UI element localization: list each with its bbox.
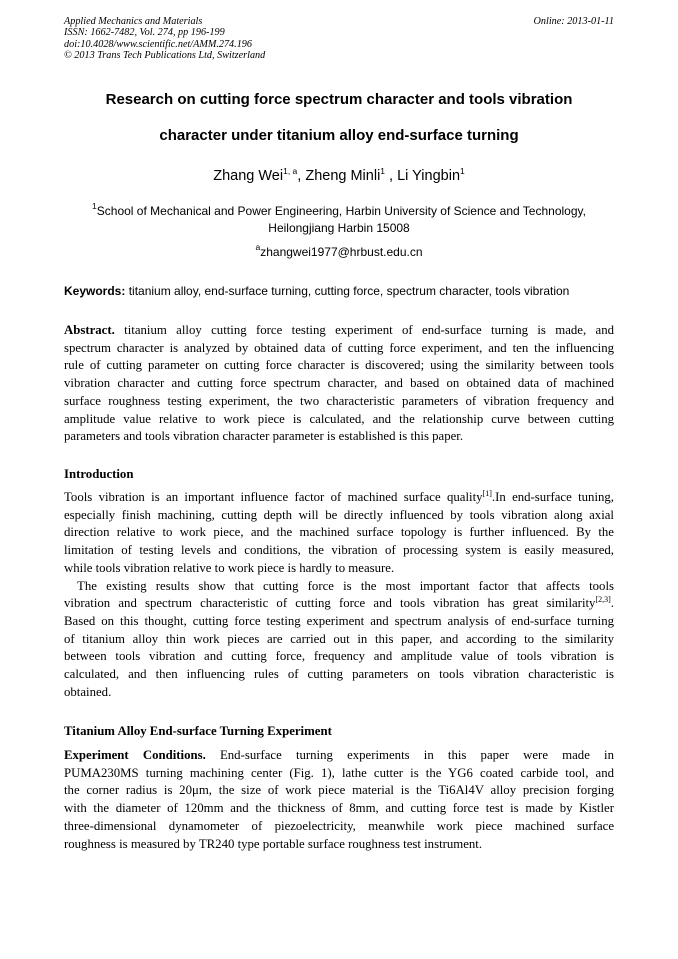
affiliation-line-2: Heilongjiang Harbin 15008 (268, 220, 410, 235)
author-list (0, 168, 678, 184)
abstract-label: Abstract. (64, 323, 115, 337)
title-line-2: character under titanium alloy end-surface turning (159, 127, 519, 144)
title-line-1: Research on cutting force spectrum character and tools vibration (105, 91, 573, 108)
paragraph-line: obtained. (64, 684, 112, 699)
keywords-text: titanium alloy, end-surface turning, cutting force, spectrum character, tools vibration (125, 284, 570, 298)
email-address: zhangwei1977@hrbust.edu.cn (260, 245, 423, 259)
paragraph-line: calculated, and then influencing rules of cutting parameters on tools vibration characteristic is (64, 667, 614, 682)
paragraph-line: limitation of testing levels and conditions, the vibration of processing system is easily measured, (64, 543, 614, 558)
introduction-body (64, 489, 614, 701)
abstract-line: surface roughness testing experiment, the two characteristic parameters of vibration frequency and (64, 393, 614, 408)
paragraph-line: of titanium alloy thin work pieces are carried out in this paper, and according to the similarity (64, 631, 614, 646)
author-affil-sup: 1, a (283, 166, 298, 176)
abstract-line: vibration character and cutting force spectrum character, and based on obtained data of machined (64, 376, 614, 391)
email-sup: a (255, 242, 261, 252)
author-name: , Li Yingbin (385, 168, 461, 184)
journal-name: Applied Mechanics and Materials (64, 16, 203, 27)
author-name: Zhang Wei (213, 168, 284, 184)
paragraph-line: Based on this thought, cutting force testing experiment and spectrum analysis of end-surface turning (64, 613, 614, 628)
experiment-body (64, 747, 614, 853)
abstract-line: spectrum character is analyzed by obtained data of cutting force experiment, and ten the influencing (64, 340, 614, 355)
affiliation-line-1: $^1$School of Mechanical and Power Engineering, Harbin University of Science and Technology, (92, 201, 586, 218)
paragraph-line: vibration and spectrum characteristic of cutting force and tools vibration has great similarity[2,3]. (64, 595, 614, 611)
author-email (0, 242, 678, 259)
abstract-line: Abstract. titanium alloy cutting force testing experiment of end-surface turning is made, and (64, 323, 614, 337)
author-name: , Zheng Minli (297, 168, 381, 184)
paragraph-line: Experiment Conditions. End-surface turning experiments in this paper were made in (64, 748, 614, 762)
abstract-line: parameters and tools vibration character parameter is established is this paper. (64, 429, 464, 444)
paragraph-line: between tools vibration and cutting force, frequency and amplitude value of tools vibration is (64, 649, 614, 664)
keywords (64, 284, 618, 298)
paragraph-line: direction relative to work piece, and the machined surface topology is further influenced. By the (64, 525, 614, 540)
paragraph-line: while tools vibration relative to work piece is hardly to measure. (64, 560, 395, 575)
abstract (64, 322, 614, 446)
section-heading-introduction: Introduction (64, 467, 134, 481)
journal-copyright: © 2013 Trans Tech Publications Ltd, Switzerland (64, 50, 266, 62)
affiliation-sup: 1 (92, 201, 97, 211)
citation-ref: [2,3] (595, 595, 611, 605)
paragraph-line: roughness is measured by TR240 type portable surface roughness test instrument. (64, 836, 483, 851)
citation-ref: [1] (482, 489, 492, 498)
affiliation (60, 203, 618, 236)
journal-doi: doi:10.4028/www.scientific.net/AMM.274.196 (64, 38, 252, 50)
paragraph-line: with the diameter of 120mm and the thickness of 8mm, and cutting force test is made by Kistler (64, 801, 614, 816)
author-affil-sup: 1 (460, 166, 465, 176)
paragraph-line: especially finish machining, cutting depth will be directly influenced by tools vibration along axial (64, 507, 614, 522)
abstract-line: amplitude value relative to work piece is calculated, and the relationship curve between cutting (64, 411, 614, 426)
experiment-conditions-label: Experiment Conditions. (64, 748, 206, 762)
paper-title (40, 89, 638, 161)
keywords-label: Keywords: (64, 284, 126, 298)
author-affil-sup: 1 (380, 166, 386, 176)
paragraph-line: The existing results show that cutting force is the most important factor that affects tools (77, 578, 614, 593)
journal-issn: ISSN: 1662-7482, Vol. 274, pp 196-199 (64, 27, 225, 39)
journal-info (64, 16, 265, 62)
section-heading-experiment: Titanium Alloy End-surface Turning Experiment (64, 724, 332, 738)
paragraph-line: three-dimensional dynamometer of piezoelectricity, meanwhile work piece machined surface (64, 818, 614, 833)
abstract-line: rule of cutting parameter on cutting force character is discovered; using the similarity between tools (64, 358, 614, 373)
paragraph-line: the corner radius is 20μm, the size of work piece material is the Ti6Al4V alloy precision forging (64, 783, 614, 798)
paragraph-line: Tools vibration is an important influence factor of machined surface quality[1].In end-surface tuning, (64, 489, 614, 504)
online-date: Online: 2013-01-11 (533, 16, 614, 27)
paragraph-line: PUMA230MS turning machining center (Fig. 1), lathe cutter is the YG6 coated carbide tool, and (64, 765, 614, 780)
